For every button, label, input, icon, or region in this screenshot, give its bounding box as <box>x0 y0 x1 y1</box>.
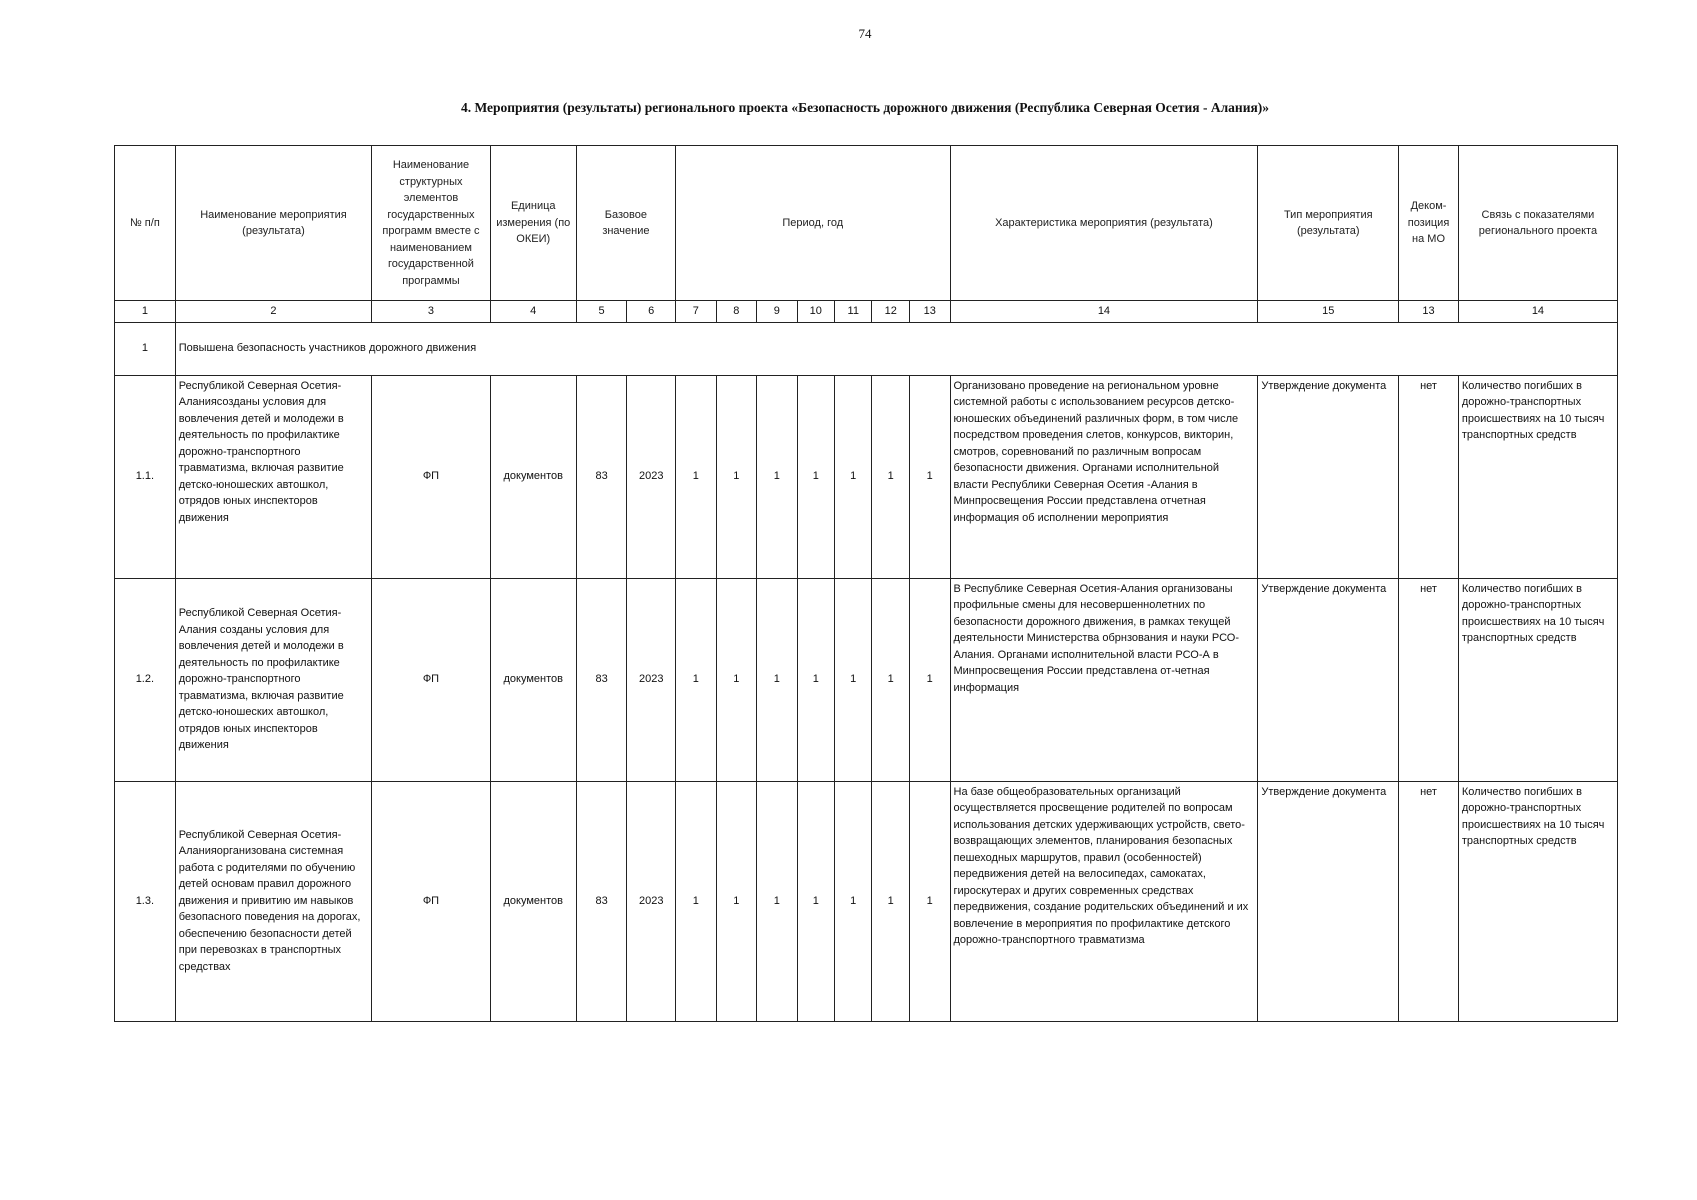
row-decomp: нет <box>1399 375 1459 578</box>
page-title: 4. Мероприятия (результаты) регионального проекта «Безопасность дорожного движения (Республика Северная Осетия - Алания)» <box>460 100 1270 115</box>
row-period-value: 1 <box>716 375 757 578</box>
col-number: 9 <box>757 301 798 323</box>
row-period-value: 1 <box>757 781 798 1021</box>
col-number: 6 <box>627 301 676 323</box>
section-row <box>115 322 1618 375</box>
col-number: 13 <box>1399 301 1459 323</box>
row-base-year: 2023 <box>627 375 676 578</box>
row-period-value: 1 <box>835 375 872 578</box>
row-period-value: 1 <box>909 375 950 578</box>
row-unit: документов <box>490 578 576 781</box>
row-period-value: 1 <box>909 578 950 781</box>
row-period-value: 1 <box>797 578 834 781</box>
row-period-value: 1 <box>797 375 834 578</box>
results-table <box>114 145 1618 1022</box>
row-period-value: 1 <box>757 578 798 781</box>
col-number: 11 <box>835 301 872 323</box>
row-period-value: 1 <box>835 578 872 781</box>
col-number: 7 <box>676 301 717 323</box>
header-decomp: Деком-позиция на МО <box>1399 146 1459 301</box>
row-unit: документов <box>490 781 576 1021</box>
row-number: 1.2. <box>115 578 176 781</box>
table-row <box>115 781 1618 1021</box>
row-link: Количество погибших в дорожно-транспортных происшествиях на 10 тысяч транспортных средств <box>1458 578 1617 781</box>
row-base-value: 83 <box>576 781 627 1021</box>
col-number: 3 <box>372 301 490 323</box>
header-type: Тип мероприятия (результата) <box>1258 146 1399 301</box>
row-period-value: 1 <box>716 781 757 1021</box>
row-period-value: 1 <box>676 375 717 578</box>
row-type: Утверждение документа <box>1258 578 1399 781</box>
col-number: 12 <box>872 301 909 323</box>
row-characteristic: Организовано проведение на региональном уровне системной работы с использованием ресурсов детско-юношеских объединений различных форм, в том числе посредством проведения слетов, конкурсов, викторин, смотров, соревнований по различным вопросам безопасности движения. Органами исполнительной власти Республики Северная Осетия -Алания в Минпросвещения России представлена отчетная информация об исполнении мероприятия <box>950 375 1258 578</box>
header-period: Период, год <box>676 146 950 301</box>
row-period-value: 1 <box>676 578 717 781</box>
row-period-value: 1 <box>909 781 950 1021</box>
row-period-value: 1 <box>872 578 909 781</box>
row-struct: ФП <box>372 578 490 781</box>
row-period-value: 1 <box>716 578 757 781</box>
header-unit: Единица измерения (по ОКЕИ) <box>490 146 576 301</box>
col-number: 4 <box>490 301 576 323</box>
row-name: Республикой Северная Осетия-Аланияорганизована системная работа с родителями по обучению детей основам правил дорожного движения и привитию им навыков безопасного поведения на дорогах, обеспечению безопасности детей при перевозках в транспортных средствах <box>175 781 371 1021</box>
section-title: Повышена безопасность участников дорожного движения <box>175 322 1617 375</box>
row-number: 1.1. <box>115 375 176 578</box>
row-period-value: 1 <box>835 781 872 1021</box>
row-unit: документов <box>490 375 576 578</box>
row-link: Количество погибших в дорожно-транспортных происшествиях на 10 тысяч транспортных средств <box>1458 781 1617 1021</box>
header-base: Базовое значение <box>576 146 675 301</box>
col-number: 2 <box>175 301 371 323</box>
row-period-value: 1 <box>797 781 834 1021</box>
row-base-value: 83 <box>576 375 627 578</box>
row-decomp: нет <box>1399 781 1459 1021</box>
row-number: 1.3. <box>115 781 176 1021</box>
row-type: Утверждение документа <box>1258 781 1399 1021</box>
row-period-value: 1 <box>872 375 909 578</box>
col-number: 8 <box>716 301 757 323</box>
row-struct: ФП <box>372 375 490 578</box>
row-period-value: 1 <box>676 781 717 1021</box>
row-period-value: 1 <box>872 781 909 1021</box>
row-decomp: нет <box>1399 578 1459 781</box>
row-base-value: 83 <box>576 578 627 781</box>
row-link: Количество погибших в дорожно-транспортных происшествиях на 10 тысяч транспортных средств <box>1458 375 1617 578</box>
table-row <box>115 375 1618 578</box>
row-base-year: 2023 <box>627 578 676 781</box>
row-name: Республикой Северная Осетия-Аланиясозданы условия для вовлечения детей и молодежи в деятельность по профилактике дорожно-транспортного травматизма, включая развитие детско-юношеских автошкол, отрядов юных инспекторов движения <box>175 375 371 578</box>
row-characteristic: На базе общеобразовательных организаций осуществляется просвещение родителей по вопросам использования детских удерживающих устройств, свето-возвращающих элементов, планирования безопасных пешеходных маршрутов, правил (особенностей) передвижения детей на велосипедах, самокатах, гироскутерах и других современных средствах передвижения, создание родительских объединений и их вовлечение в мероприятия по профилактике детского дорожно-транспортного травматизма <box>950 781 1258 1021</box>
row-struct: ФП <box>372 781 490 1021</box>
row-type: Утверждение документа <box>1258 375 1399 578</box>
col-number: 1 <box>115 301 176 323</box>
header-row <box>115 146 1618 301</box>
row-name: Республикой Северная Осетия-Алания созданы условия для вовлечения детей и молодежи в деятельность по профилактике дорожно-транспортного травматизма, включая развитие детско-юношеских автошкол, отрядов юных инспекторов движения <box>175 578 371 781</box>
col-number: 13 <box>909 301 950 323</box>
col-number: 14 <box>1458 301 1617 323</box>
table-row <box>115 578 1618 781</box>
col-number: 5 <box>576 301 627 323</box>
row-period-value: 1 <box>757 375 798 578</box>
header-name: Наименование мероприятия (результата) <box>175 146 371 301</box>
col-number: 14 <box>950 301 1258 323</box>
header-link: Связь с показателями регионального проекта <box>1458 146 1617 301</box>
page-number: 74 <box>858 26 872 41</box>
section-number: 1 <box>115 322 176 375</box>
row-base-year: 2023 <box>627 781 676 1021</box>
column-number-row <box>115 301 1618 323</box>
col-number: 10 <box>797 301 834 323</box>
col-number: 15 <box>1258 301 1399 323</box>
header-num: № п/п <box>115 146 176 301</box>
header-struct: Наименование структурных элементов государственных программ вместе с наименованием государственной программы <box>372 146 490 301</box>
header-characteristic: Характеристика мероприятия (результата) <box>950 146 1258 301</box>
row-characteristic: В Республике Северная Осетия-Алания организованы профильные смены для несовершеннолетних по безопасности дорожного движения, в рамках текущей деятельности Министерства обрнзования и науки РСО-Алания. Органами исполнительной власти РСО-А в Минпросвещения России представлена от-четная информация <box>950 578 1258 781</box>
